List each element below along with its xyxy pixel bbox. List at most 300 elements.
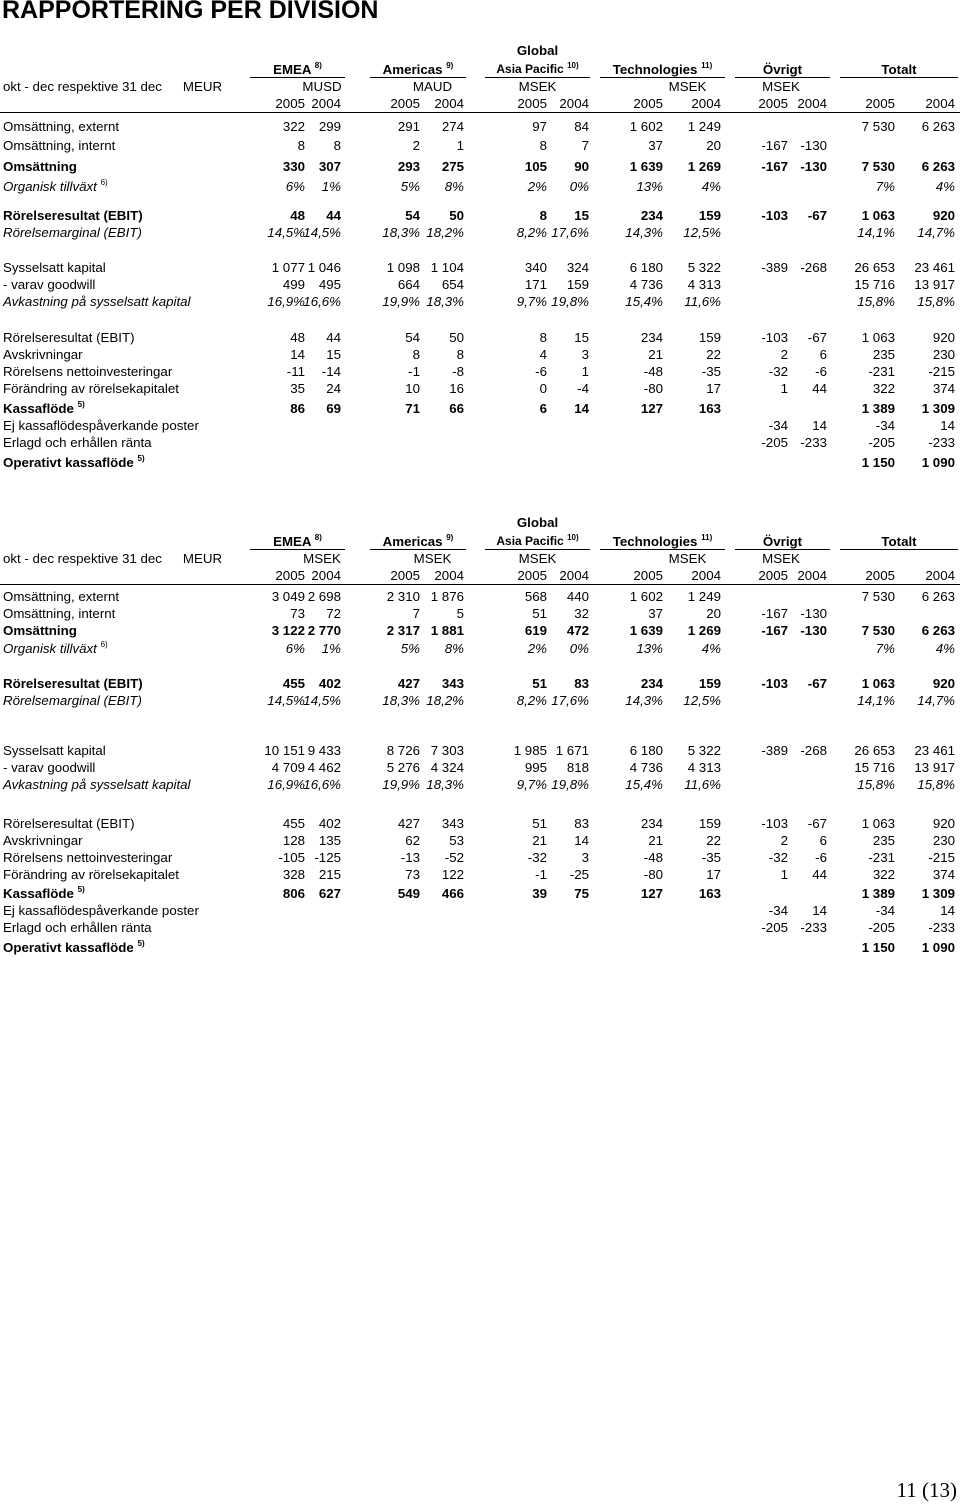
value-cell: 1 309 — [921, 401, 955, 416]
division-name-text: Americas — [382, 534, 443, 549]
value-cell: 215 — [318, 867, 341, 882]
footnote-marker: 5) — [77, 885, 85, 894]
footnote-marker: 5) — [137, 454, 145, 463]
value-cell: 2% — [527, 179, 547, 194]
table-row — [0, 902, 960, 919]
currency-label: MSEK — [668, 79, 707, 94]
value-cell: 127 — [640, 886, 663, 901]
value-cell: 17,6% — [551, 693, 589, 708]
value-cell: 16,9% — [267, 777, 305, 792]
value-cell: 8,2% — [516, 693, 547, 708]
value-cell: 16,6% — [303, 777, 341, 792]
value-cell: 32 — [574, 606, 589, 621]
year-label: 2004 — [311, 568, 341, 583]
value-cell: -52 — [444, 850, 464, 865]
division-name-text: Technologies — [612, 534, 698, 549]
row-label — [3, 207, 143, 224]
row-label — [3, 454, 145, 471]
value-cell: 324 — [566, 260, 589, 275]
row-label-text: Omsättning — [3, 623, 77, 638]
value-cell: 51 — [532, 606, 547, 621]
value-cell: -34 — [768, 903, 788, 918]
row-label-text: Avkastning på sysselsatt kapital — [3, 294, 191, 309]
value-cell: 291 — [397, 119, 420, 134]
table-row — [0, 675, 960, 692]
value-cell: 19,9% — [382, 294, 420, 309]
value-cell: 54 — [405, 208, 420, 223]
value-cell: 15 716 — [854, 760, 895, 775]
value-cell: 230 — [932, 347, 955, 362]
row-label — [3, 866, 179, 883]
footnote-marker: 8) — [314, 61, 322, 70]
value-cell: 4% — [935, 641, 955, 656]
value-cell: 1 639 — [629, 159, 663, 174]
value-cell: 1 269 — [687, 159, 721, 174]
value-cell: 163 — [698, 401, 721, 416]
value-cell: -34 — [875, 903, 895, 918]
value-cell: 1 671 — [555, 743, 589, 758]
footnote-marker: 9) — [446, 533, 454, 542]
value-cell: 234 — [640, 676, 663, 691]
value-cell: 16,6% — [303, 294, 341, 309]
value-cell: 6 263 — [921, 623, 955, 638]
value-cell: 19,8% — [551, 777, 589, 792]
value-cell: 135 — [318, 833, 341, 848]
value-cell: 44 — [326, 330, 341, 345]
division-name — [370, 533, 466, 550]
row-label-text: - varav goodwill — [3, 760, 96, 775]
division-name-text: EMEA — [273, 62, 312, 77]
value-cell: -8 — [452, 364, 464, 379]
value-cell: 920 — [932, 208, 955, 223]
value-cell: 75 — [574, 886, 589, 901]
row-label-text: Operativt kassaflöde — [3, 455, 134, 470]
row-label-text: Avskrivningar — [3, 833, 83, 848]
value-cell: 9,7% — [516, 294, 547, 309]
value-cell: 1 — [456, 138, 464, 153]
value-cell: 10 — [405, 381, 420, 396]
value-cell: 5% — [400, 179, 420, 194]
table-row — [0, 380, 960, 397]
row-label-text: Sysselsatt kapital — [3, 260, 106, 275]
value-cell: -233 — [800, 435, 827, 450]
value-cell: 499 — [282, 277, 305, 292]
division-name-text: Technologies — [612, 62, 698, 77]
table-row — [0, 588, 960, 605]
footnote-marker: 6) — [100, 178, 108, 187]
value-cell: 14,3% — [625, 225, 663, 240]
value-cell: 86 — [290, 401, 305, 416]
value-cell: 1% — [321, 179, 341, 194]
value-cell: 1 150 — [861, 455, 895, 470]
header-currency-row — [0, 550, 960, 567]
value-cell: 11,6% — [684, 777, 721, 792]
footnote-marker: 9) — [446, 61, 454, 70]
value-cell: 1 249 — [687, 119, 721, 134]
header-currency-row — [0, 78, 960, 95]
value-cell: 1 063 — [861, 676, 895, 691]
value-cell: 340 — [524, 260, 547, 275]
value-cell: 6 — [539, 401, 547, 416]
value-cell: -6 — [535, 364, 547, 379]
row-label — [3, 849, 172, 866]
year-label: 2005 — [517, 96, 547, 111]
table-row — [0, 276, 960, 293]
value-cell: 18,2% — [426, 225, 464, 240]
value-cell: -13 — [400, 850, 420, 865]
row-label — [3, 346, 83, 363]
division-name — [840, 61, 958, 78]
value-cell: 18,3% — [382, 693, 420, 708]
value-cell: 374 — [932, 381, 955, 396]
value-cell: 1% — [321, 641, 341, 656]
currency-label: MSEK — [413, 551, 452, 566]
header-top-row — [0, 514, 960, 531]
currency-label: MSEK — [762, 551, 800, 566]
value-cell: 1 309 — [921, 886, 955, 901]
value-cell: 5 322 — [687, 260, 721, 275]
value-cell: 920 — [932, 676, 955, 691]
value-cell: -205 — [761, 435, 788, 450]
table-row — [0, 259, 960, 276]
value-cell: 1 063 — [861, 330, 895, 345]
value-cell: -130 — [800, 623, 827, 638]
value-cell: 1 876 — [430, 589, 464, 604]
value-cell: 72 — [326, 606, 341, 621]
value-cell: 664 — [397, 277, 420, 292]
value-cell: -130 — [800, 606, 827, 621]
header-bottom-rule — [0, 112, 960, 113]
value-cell: 6 180 — [629, 260, 663, 275]
value-cell: 4 709 — [271, 760, 305, 775]
year-label: 2005 — [758, 96, 788, 111]
value-cell: 235 — [872, 833, 895, 848]
value-cell: -103 — [761, 208, 788, 223]
value-cell: -6 — [815, 364, 827, 379]
value-cell: 7% — [875, 179, 895, 194]
value-cell: 15 — [326, 347, 341, 362]
value-cell: 11,6% — [684, 294, 721, 309]
table-row — [0, 939, 960, 956]
header-top-row — [0, 42, 960, 59]
value-cell: 73 — [405, 867, 420, 882]
row-label-text: Organisk tillväxt — [3, 179, 97, 194]
value-cell: 343 — [441, 676, 464, 691]
table-row — [0, 434, 960, 451]
value-cell: 2 317 — [386, 623, 420, 638]
row-label — [3, 622, 77, 639]
value-cell: -268 — [800, 260, 827, 275]
value-cell: 1 602 — [629, 589, 663, 604]
value-cell: 53 — [449, 833, 464, 848]
row-label-text: Avkastning på sysselsatt kapital — [3, 777, 191, 792]
value-cell: 18,2% — [426, 693, 464, 708]
value-cell: 21 — [648, 347, 663, 362]
table-row — [0, 605, 960, 622]
table-row — [0, 207, 960, 224]
value-cell: -233 — [800, 920, 827, 935]
value-cell: -268 — [800, 743, 827, 758]
footnote-marker: 6) — [100, 640, 108, 649]
division-name-text: Totalt — [881, 62, 917, 77]
value-cell: 1 985 — [513, 743, 547, 758]
value-cell: 7 530 — [861, 623, 895, 638]
value-cell: 15 — [574, 330, 589, 345]
value-cell: 128 — [282, 833, 305, 848]
value-cell: 549 — [397, 886, 420, 901]
value-cell: 5 276 — [386, 760, 420, 775]
value-cell: -105 — [278, 850, 305, 865]
table-row — [0, 742, 960, 759]
value-cell: 37 — [648, 606, 663, 621]
value-cell: 0% — [569, 641, 589, 656]
value-cell: 83 — [574, 816, 589, 831]
value-cell: 7 — [412, 606, 420, 621]
value-cell: 73 — [290, 606, 305, 621]
value-cell: 3 049 — [271, 589, 305, 604]
value-cell: 6% — [285, 179, 305, 194]
value-cell: 6 263 — [921, 159, 955, 174]
row-label — [3, 400, 85, 417]
value-cell: 159 — [698, 816, 721, 831]
value-cell: 299 — [318, 119, 341, 134]
footnote-marker: 8) — [314, 533, 322, 542]
value-cell: -67 — [807, 676, 827, 691]
value-cell: 159 — [698, 330, 721, 345]
row-label-text: Kassaflöde — [3, 401, 74, 416]
value-cell: 806 — [282, 886, 305, 901]
value-cell: 83 — [574, 676, 589, 691]
period-label: okt - dec respektive 31 dec — [3, 79, 162, 94]
table-row — [0, 849, 960, 866]
value-cell: 26 653 — [854, 260, 895, 275]
row-label-text: Rörelseresultat (EBIT) — [3, 330, 135, 345]
value-cell: 374 — [932, 867, 955, 882]
value-cell: 5 — [456, 606, 464, 621]
value-cell: 619 — [524, 623, 547, 638]
year-label: 2005 — [633, 96, 663, 111]
value-cell: 818 — [566, 760, 589, 775]
value-cell: 235 — [872, 347, 895, 362]
row-label — [3, 919, 152, 936]
row-label — [3, 815, 135, 832]
year-label: 2005 — [865, 96, 895, 111]
value-cell: 627 — [318, 886, 341, 901]
value-cell: 14 — [940, 418, 955, 433]
value-cell: 234 — [640, 816, 663, 831]
value-cell: 3 122 — [271, 623, 305, 638]
value-cell: 7% — [875, 641, 895, 656]
value-cell: 1 881 — [430, 623, 464, 638]
value-cell: 15,8% — [857, 777, 895, 792]
division-name — [600, 61, 725, 78]
value-cell: 17 — [706, 381, 721, 396]
value-cell: 26 653 — [854, 743, 895, 758]
value-cell: -11 — [286, 364, 305, 379]
value-cell: 62 — [405, 833, 420, 848]
row-label-text: Avskrivningar — [3, 347, 83, 362]
row-label — [3, 776, 191, 793]
table-row — [0, 454, 960, 471]
value-cell: 16,9% — [267, 294, 305, 309]
value-cell: 2 770 — [307, 623, 341, 638]
value-cell: -205 — [868, 920, 895, 935]
row-label — [3, 885, 85, 902]
division-name-text: EMEA — [273, 534, 312, 549]
row-label-text: Rörelsens nettoinvesteringar — [3, 850, 173, 865]
value-cell: -35 — [701, 850, 721, 865]
row-label — [3, 759, 95, 776]
table-row — [0, 417, 960, 434]
value-cell: 7 303 — [430, 743, 464, 758]
row-label — [3, 380, 179, 397]
division-name — [250, 533, 345, 550]
value-cell: 22 — [706, 833, 721, 848]
row-label — [3, 178, 108, 195]
value-cell: 7 530 — [861, 159, 895, 174]
value-cell: 2 698 — [307, 589, 341, 604]
row-label-text: Rörelseresultat (EBIT) — [3, 208, 143, 223]
year-label: 2004 — [434, 96, 464, 111]
table-row — [0, 866, 960, 883]
value-cell: 402 — [318, 816, 341, 831]
row-label — [3, 417, 199, 434]
value-cell: 343 — [441, 816, 464, 831]
header-bottom-rule — [0, 584, 960, 585]
year-label: 2005 — [865, 568, 895, 583]
value-cell: 0% — [569, 179, 589, 194]
value-cell: 15,8% — [917, 294, 955, 309]
year-label: 2004 — [434, 568, 464, 583]
value-cell: 23 461 — [914, 260, 955, 275]
value-cell: -167 — [761, 159, 788, 174]
value-cell: 122 — [441, 867, 464, 882]
value-cell: -205 — [868, 435, 895, 450]
value-cell: -4 — [577, 381, 589, 396]
table-row — [0, 293, 960, 310]
value-cell: 1 104 — [430, 260, 464, 275]
value-cell: 14,5% — [303, 693, 341, 708]
value-cell: 14 — [812, 418, 827, 433]
table-row — [0, 640, 960, 657]
value-cell: 171 — [524, 277, 547, 292]
value-cell: -80 — [643, 381, 663, 396]
value-cell: 1 639 — [629, 623, 663, 638]
value-cell: 18,3% — [382, 225, 420, 240]
value-cell: -215 — [928, 850, 955, 865]
value-cell: 48 — [290, 208, 305, 223]
value-cell: 15,4% — [625, 294, 663, 309]
header-year-row — [0, 95, 960, 112]
value-cell: 8% — [444, 179, 464, 194]
currency-label: MSEK — [303, 551, 341, 566]
value-cell: 8% — [444, 641, 464, 656]
year-label: 2004 — [559, 96, 589, 111]
value-cell: 6 — [819, 347, 827, 362]
value-cell: 322 — [282, 119, 305, 134]
row-label — [3, 293, 191, 310]
value-cell: 1 389 — [861, 886, 895, 901]
value-cell: 84 — [574, 119, 589, 134]
value-cell: 1 — [780, 867, 788, 882]
value-cell: -231 — [868, 364, 895, 379]
value-cell: 35 — [290, 381, 305, 396]
value-cell: -167 — [761, 138, 788, 153]
value-cell: -32 — [768, 850, 788, 865]
division-name — [250, 61, 345, 78]
value-cell: 466 — [441, 886, 464, 901]
value-cell: 66 — [449, 401, 464, 416]
value-cell: -233 — [928, 920, 955, 935]
value-cell: 8 — [539, 138, 547, 153]
row-label — [3, 675, 143, 692]
value-cell: 21 — [648, 833, 663, 848]
value-cell: 4 736 — [629, 277, 663, 292]
value-cell: 234 — [640, 208, 663, 223]
row-label-text: Omsättning, externt — [3, 119, 120, 134]
table-row — [0, 329, 960, 346]
row-label — [3, 939, 145, 956]
value-cell: -25 — [569, 867, 589, 882]
footnote-marker: 11) — [701, 61, 713, 70]
division-name-text: Americas — [382, 62, 443, 77]
value-cell: 427 — [397, 676, 420, 691]
value-cell: -167 — [761, 606, 788, 621]
value-cell: 402 — [318, 676, 341, 691]
value-cell: 4 313 — [687, 277, 721, 292]
currency-label: MSEK — [668, 551, 707, 566]
currency-label: MSEK — [518, 551, 557, 566]
row-label-text: Ej kassaflödespåverkande poster — [3, 903, 199, 918]
value-cell: 8 726 — [386, 743, 420, 758]
value-cell: -130 — [800, 159, 827, 174]
value-cell: 2 310 — [386, 589, 420, 604]
row-label-text: Kassaflöde — [3, 886, 74, 901]
value-cell: 6% — [285, 641, 305, 656]
value-cell: 14 — [290, 347, 305, 362]
row-label — [3, 640, 108, 657]
row-label-text: Erlagd och erhållen ränta — [3, 435, 152, 450]
value-cell: 163 — [698, 886, 721, 901]
value-cell: 14,5% — [267, 225, 305, 240]
value-cell: 15 716 — [854, 277, 895, 292]
table-row — [0, 178, 960, 195]
value-cell: 90 — [574, 159, 589, 174]
value-cell: 127 — [640, 401, 663, 416]
value-cell: 2 — [412, 138, 420, 153]
year-label: 2005 — [275, 568, 305, 583]
value-cell: -1 — [535, 867, 547, 882]
division-name — [485, 533, 590, 550]
division-name — [735, 61, 830, 78]
value-cell: 14,5% — [303, 225, 341, 240]
value-cell: 330 — [282, 159, 305, 174]
value-cell: 37 — [648, 138, 663, 153]
row-label — [3, 329, 135, 346]
table-row — [0, 759, 960, 776]
value-cell: 1 063 — [861, 816, 895, 831]
value-cell: 44 — [812, 867, 827, 882]
value-cell: 8 — [539, 330, 547, 345]
value-cell: 15,4% — [625, 777, 663, 792]
table-row — [0, 692, 960, 709]
year-label: 2004 — [797, 96, 827, 111]
value-cell: 69 — [326, 401, 341, 416]
value-cell: 1 090 — [921, 455, 955, 470]
value-cell: 427 — [397, 816, 420, 831]
value-cell: -205 — [761, 920, 788, 935]
row-label-text: Rörelsemarginal (EBIT) — [3, 225, 142, 240]
